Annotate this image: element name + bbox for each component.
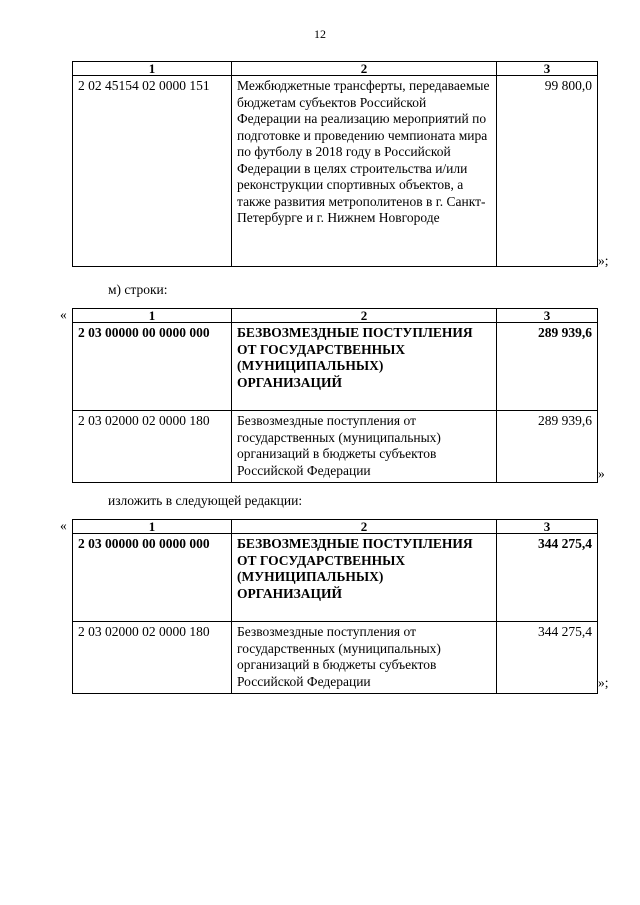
header-col-2: 2 — [232, 62, 497, 76]
table-header-row — [73, 520, 598, 534]
table-row — [73, 76, 598, 267]
row-name: БЕЗВОЗМЕЗДНЫЕ ПОСТУПЛЕНИЯ ОТ ГОСУДАРСТВЕННЫХ (МУНИЦИПАЛЬНЫХ) ОРГАНИЗАЦИЙ — [232, 323, 497, 411]
page-number: 12 — [314, 27, 326, 41]
row-name: Межбюджетные трансферты, передаваемые бюджетам субъектов Российской Федерации на реализацию мероприятий по подготовке и проведению чемпионата мира по футболу в 2018 году в Российской Федерации в целях строительства и/или реконструкции спортивных объектов, а также развития метрополитенов в г. Санкт-Петербурге и г. Нижнем Новгороде — [232, 76, 497, 267]
close-quote: » — [598, 466, 605, 481]
header-col-3: 3 — [497, 62, 598, 76]
table-row — [73, 534, 598, 622]
row-code: 2 03 00000 00 0000 000 — [73, 534, 232, 622]
header-col-3: 3 — [497, 309, 598, 323]
close-quote: »; — [598, 253, 609, 268]
row-value: 99 800,0 — [497, 76, 598, 267]
row-code: 2 03 02000 02 0000 180 — [73, 622, 232, 694]
header-col-1: 1 — [73, 62, 232, 76]
table-1 — [72, 61, 598, 267]
header-col-2: 2 — [232, 520, 497, 534]
row-code: 2 02 45154 02 0000 151 — [73, 76, 232, 267]
table-3 — [72, 519, 598, 694]
row-name: Безвозмездные поступления от государственных (муниципальных) организаций в бюджеты субъектов Российской Федерации — [232, 622, 497, 694]
open-quote: « — [60, 518, 67, 533]
table-header-row — [73, 62, 598, 76]
table-header-row — [73, 309, 598, 323]
table-row — [73, 622, 598, 694]
table-row — [73, 323, 598, 411]
table-2 — [72, 308, 598, 483]
row-code: 2 03 02000 02 0000 180 — [73, 411, 232, 483]
header-col-2: 2 — [232, 309, 497, 323]
row-name: БЕЗВОЗМЕЗДНЫЕ ПОСТУПЛЕНИЯ ОТ ГОСУДАРСТВЕННЫХ (МУНИЦИПАЛЬНЫХ) ОРГАНИЗАЦИЙ — [232, 534, 497, 622]
header-col-1: 1 — [73, 309, 232, 323]
header-col-3: 3 — [497, 520, 598, 534]
table-row — [73, 411, 598, 483]
close-quote: »; — [598, 675, 609, 690]
row-value: 289 939,6 — [497, 323, 598, 411]
row-name: Безвозмездные поступления от государственных (муниципальных) организаций в бюджеты субъектов Российской Федерации — [232, 411, 497, 483]
row-value: 344 275,4 — [497, 534, 598, 622]
open-quote: « — [60, 307, 67, 322]
row-value: 289 939,6 — [497, 411, 598, 483]
header-col-1: 1 — [73, 520, 232, 534]
paragraph: изложить в следующей редакции: — [108, 493, 303, 508]
row-value: 344 275,4 — [497, 622, 598, 694]
paragraph: м) строки: — [108, 282, 168, 297]
row-code: 2 03 00000 00 0000 000 — [73, 323, 232, 411]
